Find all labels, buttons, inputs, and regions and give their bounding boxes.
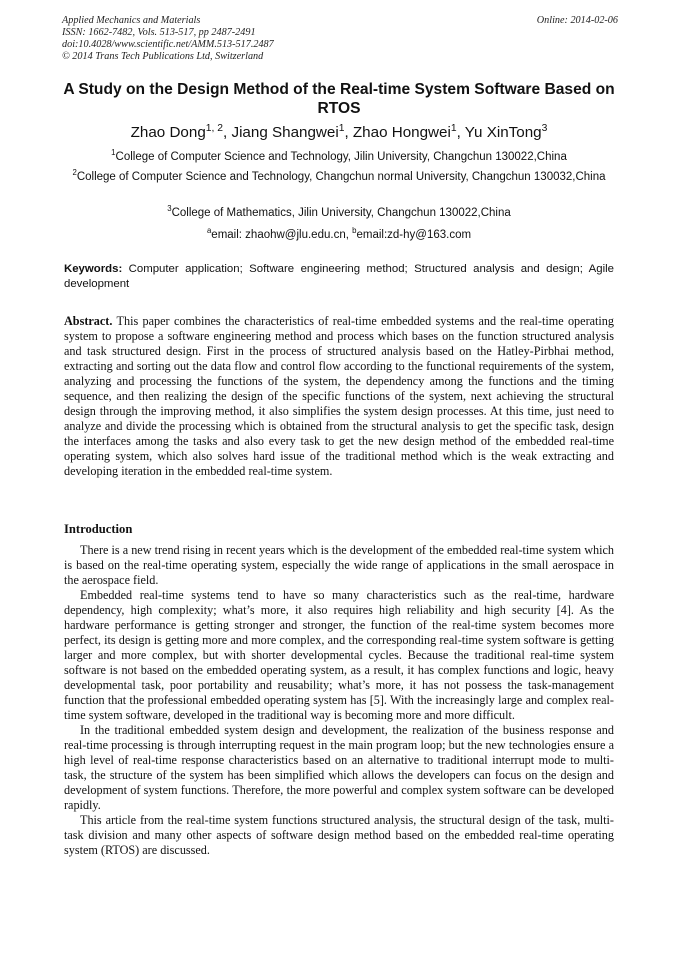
abstract-text: This paper combines the characteristics of real-time embedded systems and the real-time operating system to propose a software engineering method and process which bases on the function structured analysis and task structured design. First in the process of structured analysis based on the Hatley-Pirbhai method, extracting and sorting out the data flow and control flow according to the functional requirements of the system, analyzing and processing the functions of the system, the dependency among the functions and the timing sequence, and then realizing the design of the specific functions of the system, next achieving the structural design through the improving method, it also simplifies the system design processes. At this time, just need to analyze and divide the processing which is obtained from the structural analysis to get the specific task, design the interfaces among the tasks and also every task to get the new design method of the embedded real-time operating system, which also solves hard issue of the traditional method which is the weak extracting and developing iteration in the embedded real-time system. bbox=[64, 314, 614, 478]
body-paragraph: In the traditional embedded system design and development, the realization of the business response and real-time processing is through interrupting request in the main program loop; but the new technologies ensure a high level of real-time response characteristics based on an alternative to traditional interrupt mode to multi-task, the structure of the system has been simplified which allows the developers can focus on the design and development of system functions. Therefore, the more powerful and complex system software can be developed rapidly. bbox=[64, 723, 614, 812]
doi-line: doi:10.4028/www.scientific.net/AMM.513-517.2487 bbox=[62, 39, 274, 50]
body-paragraph: There is a new trend rising in recent years which is the development of the embedded real-time system which is based on the real-time operating system, especially the wide range of applications in the small aerospace in the aerospace field. bbox=[64, 543, 614, 587]
author-affiliation-mark: 1, 2 bbox=[205, 122, 224, 134]
keywords-label: Keywords: bbox=[64, 263, 123, 275]
author-affiliation-mark: 1 bbox=[338, 122, 345, 134]
copyright-line: © 2014 Trans Tech Publications Ltd, Switzerland bbox=[62, 51, 264, 62]
email-b: email:zd-hy@163.com bbox=[356, 229, 472, 241]
introduction-heading: Introduction bbox=[64, 522, 133, 536]
keywords bbox=[64, 262, 614, 291]
author-name: Jiang Shangwei bbox=[231, 124, 339, 141]
author-affiliation-mark: 3 bbox=[541, 122, 548, 134]
email-mark-a: a bbox=[206, 226, 212, 236]
keywords-text: Computer application; Software engineering method; Structured analysis and design; Agile development bbox=[64, 263, 614, 290]
author-name: Yu XinTong bbox=[464, 124, 542, 141]
body-paragraph: Embedded real-time systems tend to have so many characteristics such as the real-time, hardware dependency, high complexity; what’s more, it also requires high reliability and high security [4]. As the hardware performance is getting stronger and stronger, the function of the real-time system becomes more perfect, its design is getting more and more complex, and the corresponding real-time system software is getting larger and more complex, but with shorter developmental cycles. Because the traditional real-time system software is not based on the embedded operating system, as a result, it has complex functions and logic, heavy developmental task, poor portability and reusability; what’s more, it has not possess the task-management function that the professional embedded operating system has [5]. With the increasingly large and complex real-time system software, developed in the traditional way is becoming more and more difficult. bbox=[64, 588, 614, 722]
affiliation-mark: 3 bbox=[167, 204, 172, 214]
author-list bbox=[40, 123, 638, 142]
journal-header bbox=[62, 15, 618, 63]
author-separator: , bbox=[344, 124, 353, 141]
paper-title: A Study on the Design Method of the Real-time System Software Based on RTOS bbox=[63, 81, 615, 117]
author-name: Zhao Hongwei bbox=[352, 124, 451, 141]
abstract-label: Abstract. bbox=[64, 314, 113, 328]
affiliation-mark: 2 bbox=[72, 168, 77, 178]
author-separator: , bbox=[223, 124, 232, 141]
affiliation-text: College of Computer Science and Technology, Changchun normal University, Changchun 130032,China bbox=[76, 171, 606, 183]
author-name: Zhao Dong bbox=[130, 124, 206, 141]
affiliation-text: College of Computer Science and Technology, Jilin University, Changchun 130022,China bbox=[115, 151, 567, 163]
journal-name: Applied Mechanics and Materials bbox=[62, 15, 201, 26]
affiliation-2 bbox=[70, 170, 608, 185]
issn-line: ISSN: 1662-7482, Vols. 513-517, pp 2487-2491 bbox=[62, 27, 256, 38]
affiliation-text: College of Mathematics, Jilin University, Changchun 130022,China bbox=[171, 207, 511, 219]
email-a: email: zhaohw@jlu.edu.cn, bbox=[211, 229, 353, 241]
introduction-body bbox=[64, 543, 614, 858]
online-date: Online: 2014-02-06 bbox=[536, 15, 618, 26]
affiliation-1 bbox=[70, 150, 608, 165]
body-paragraph: This article from the real-time system functions structured analysis, the structural design of the task, multi-task division and many other aspects of software design method based on the embedded real-time operating system (RTOS) are discussed. bbox=[64, 813, 614, 857]
affiliation-mark: 1 bbox=[111, 148, 116, 158]
email-mark-b: b bbox=[352, 226, 357, 236]
author-affiliation-mark: 1 bbox=[450, 122, 457, 134]
abstract bbox=[64, 314, 614, 479]
email-line bbox=[70, 228, 608, 243]
author-separator: , bbox=[456, 124, 465, 141]
affiliation-3 bbox=[70, 206, 608, 221]
